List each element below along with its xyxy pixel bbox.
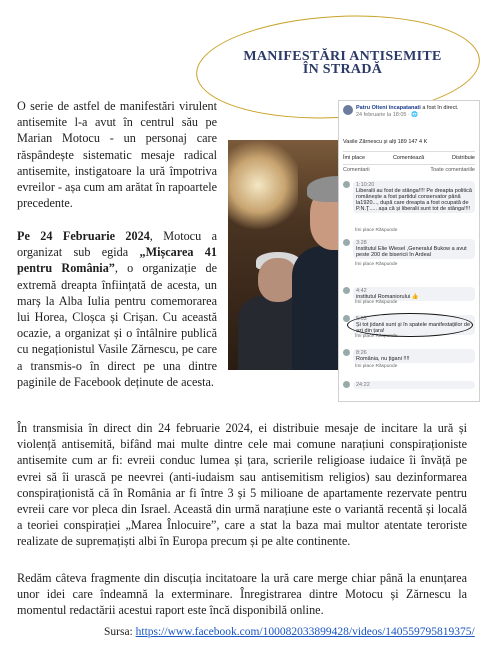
title-line-2: ÎN STRADĂ: [302, 62, 383, 77]
post-date: 24 februarie la 18:05 · 🌐: [356, 111, 419, 118]
comments-sort: [343, 167, 475, 173]
event-date: Pe 24 Februarie 2024: [17, 229, 150, 243]
event-text-b: , o organizație de extremă dreapta înființată de acesta, un marș la Alba Iulia pentru comemorarea lui Horea, Cloșca și Crișan. Cu această ocazie, a organizat și o întâlnire publică cu negaționistul Vasile Zărnescu, pe care a transmis-o în direct pe una dintre paginile de Facebook deținute de acesta.: [17, 261, 217, 389]
comment-button[interactable]: Comentează: [392, 155, 425, 161]
facebook-post-panel: [338, 100, 480, 402]
title-line-1: MANIFESTĂRI ANTISEMITE: [243, 49, 442, 64]
conclusion-paragraph: Redăm câteva fragmente din discuția incitatoare la ură care merge chiar până la enunțarea unor idei care îndeamnă la exterminare. Înregistrarea dintre Motocu și Zărnescu la momentul redactării acestui raport este încă disponibilă online.: [17, 571, 467, 618]
share-button[interactable]: Distribuie: [452, 155, 475, 161]
list-item: [343, 381, 475, 389]
comment-actions[interactable]: Îmi place Răspunde: [355, 364, 398, 369]
like-button[interactable]: Îmi place: [343, 155, 366, 161]
list-item: [343, 181, 475, 233]
comments-filter[interactable]: Toate comentariile: [430, 167, 475, 173]
intro-paragraph: O serie de astfel de manifestări virulent antisemite l-a avut în centrul său pe Marian Motocu - un personaj care răspândește sistematic mesaje radical antisemite, instigatoare la ură împotriva evreilor - așa cum am arătat în rapoartele precedente.: [17, 99, 217, 211]
post-actions: [343, 151, 475, 165]
comment-avatar: [343, 181, 350, 188]
post-header-text: [356, 105, 458, 118]
reaction-summary: Vasile Zărnescu și alți 189 147 4 K: [343, 139, 428, 145]
post-header: [343, 105, 475, 125]
comment-text: Liberalii au fost de stânga!!!! Pe dreapta politică românește a fost partidul conservator până la1920..., după care dreapta a fost ocupată de P.N.Ţ..... așa că și liberalii sunt tot de stânga!!!!: [356, 188, 472, 212]
comment-text: România, nu țigani !!!!: [356, 356, 410, 362]
analysis-paragraph: În transmisia în direct din 24 februarie 2024, ei distribuie mesaje de incitare la ură și violență antisemită, bifând mai multe dintre cele mai comune narațiuni conspiraționiste antisemite cum ar fi: evreii conduc lumea și țara, scrierile religioase iudaice îi învăță pe evrei să îi urască pe neevrei (anti-iudaism sau antisemitism religios) sau dezinformarea conspiraționistă că în România ar fi între 3 și 5 milioane de apartamente rezervate pentru evreii care vor pleca din Israel. Această din urmă narațiune este o variantă recentă și locală a teoriei conspirației „Marea Înlocuire”, care a stat la baza mai multor atentate teroriste realizate de supremațiști albi în Europa precum și pe alte continente.: [17, 421, 467, 549]
comment-bubble: [353, 349, 475, 363]
source-line: [104, 626, 475, 638]
comment-actions[interactable]: Îmi place Răspunde: [355, 228, 398, 233]
source-link[interactable]: https://www.facebook.com/100082033899428/videos/1405597958193​75/: [135, 626, 475, 638]
lamp-light: [228, 140, 298, 230]
comment-time: 5:03: [356, 316, 367, 322]
comments-label: Comentarii: [343, 167, 370, 173]
comment-actions[interactable]: Îmi place Răspunde: [355, 262, 398, 267]
comment-bubble: [353, 287, 475, 301]
organization-name: „Mișcarea 41 pentru România”: [17, 245, 217, 276]
post-action: a fost în direct.: [422, 105, 459, 111]
comment-actions[interactable]: Îmi place Răspunde: [355, 300, 398, 305]
comment-bubble: [353, 381, 475, 389]
list-item: [343, 239, 475, 267]
list-item: [343, 349, 475, 369]
comment-avatar: [343, 381, 350, 388]
comment-avatar: [343, 349, 350, 356]
comment-bubble: [353, 181, 475, 213]
comment-time: 1:10:20: [356, 182, 375, 188]
comment-time: 8:26: [356, 350, 367, 356]
comment-time: 24:22: [356, 382, 370, 388]
comment-actions[interactable]: Îmi place Răspunde: [355, 334, 398, 339]
comment-text: institutul Romaniorului 👍: [356, 294, 419, 300]
list-item: [343, 287, 475, 305]
page-title: [215, 50, 470, 76]
comment-bubble: [353, 239, 475, 259]
event-paragraph: [17, 228, 217, 390]
comment-avatar: [343, 239, 350, 246]
event-text-a: , Motocu a organizat sub egida: [17, 229, 217, 260]
source-label: Sursa:: [104, 626, 136, 638]
comment-text: Și tot jidanii sunt și în spatele manifestațiilor de azi din țara!: [356, 322, 471, 334]
post-author: Patru Olteni încapatanati: [356, 105, 421, 111]
comment-time: 4:42: [356, 288, 367, 294]
facebook-live-screenshot: [228, 100, 478, 400]
comment-avatar: [343, 287, 350, 294]
avatar: [343, 105, 353, 115]
comment-time: 3:28: [356, 240, 367, 246]
comment-text: Institutul Elie Wiesel ,Generalul Bukow a avut peste 200 de bisericii în Ardeal: [356, 246, 467, 258]
highlight-circle: [347, 313, 473, 337]
